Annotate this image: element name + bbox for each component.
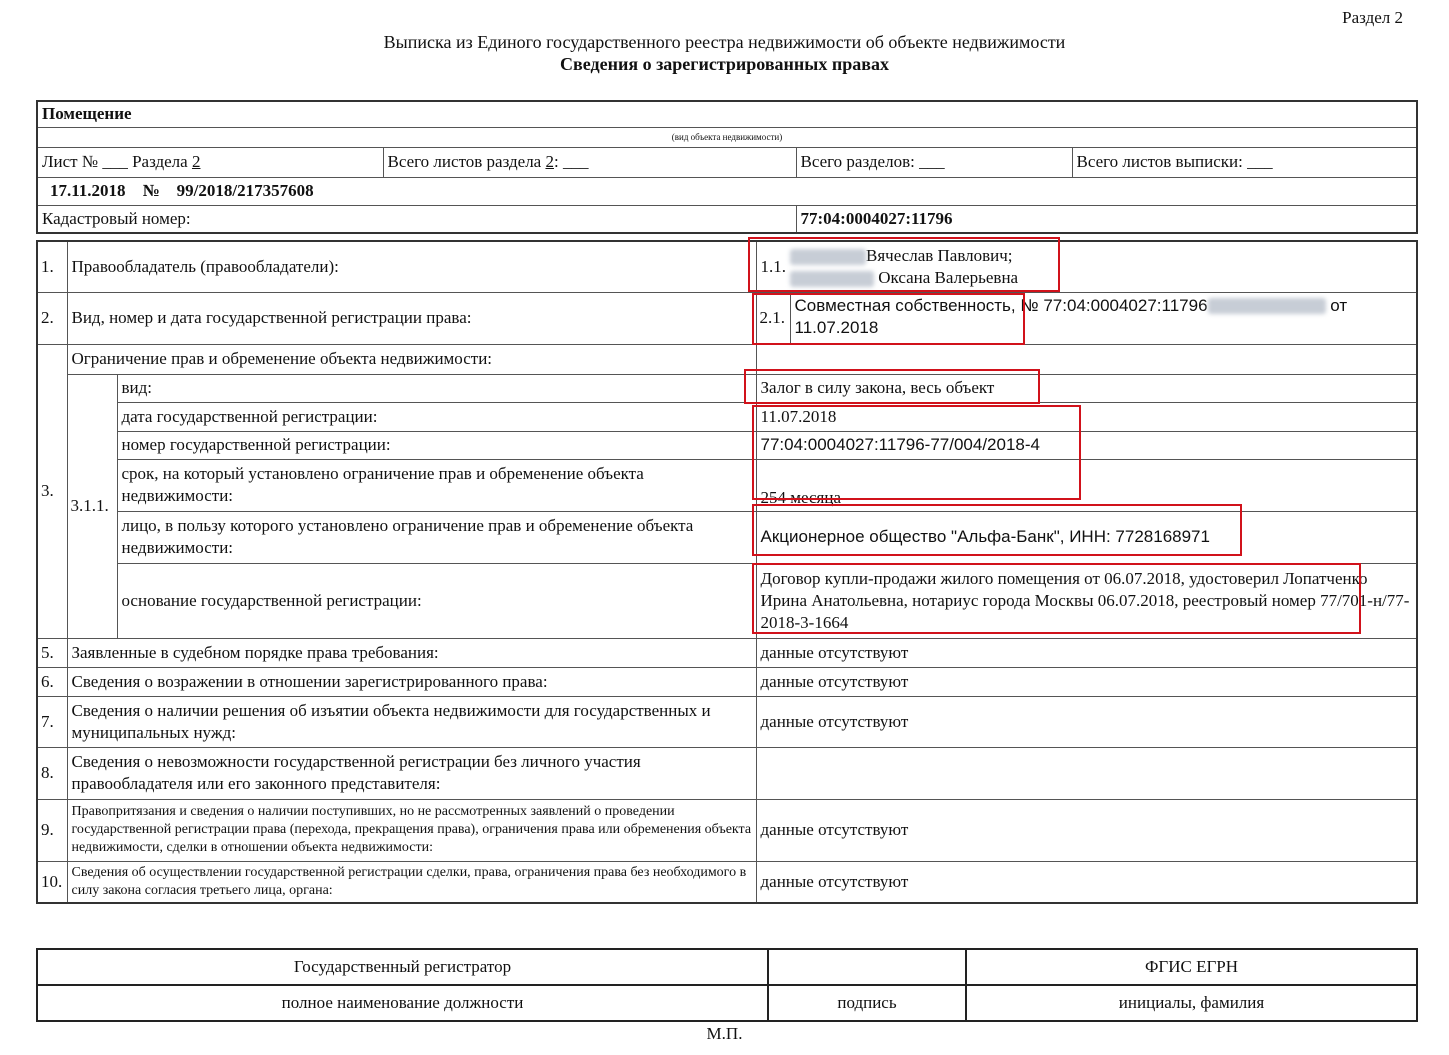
highlight-box-beneficiary xyxy=(752,504,1242,556)
sheet-section-value: 2 xyxy=(191,152,201,171)
table-row: 7. Сведения о наличии решения об изъятии объекта недвижимости для государственных и муниципальных нужд: данные отсутствуют xyxy=(37,696,1417,747)
object-type-caption: (вид объекта недвижимости) xyxy=(37,127,1417,147)
table-row xyxy=(37,374,1417,402)
reg-number-label: номер государственной регистрации: xyxy=(117,431,756,459)
cadastral-value: 77:04:0004027:11796 xyxy=(796,205,1417,233)
cadastral-label: Кадастровый номер: xyxy=(37,205,796,233)
extract-number: 99/2018/217357608 xyxy=(176,181,314,200)
total-sheets-section: Всего листов раздела 2: ___ xyxy=(383,147,796,177)
total-sections: Всего разделов: ___ xyxy=(796,147,1072,177)
stamp-place: М.П. xyxy=(706,1024,743,1043)
document-subtitle: Сведения о зарегистрированных правах xyxy=(560,54,889,74)
highlight-box-kind xyxy=(744,369,1040,404)
table-row: 1. Правообладатель (правообладатели): 1.1. Вячеслав Павлович; Оксана Валерьевна xyxy=(37,241,1417,292)
extract-date: 17.11.2018 xyxy=(50,181,126,200)
extract-date-number: 17.11.2018 № 99/2018/217357608 xyxy=(37,177,1417,205)
encumbrance-label: Ограничение прав и обременение объекта недвижимости: xyxy=(67,344,756,374)
redacted-number xyxy=(1208,298,1326,314)
right-holder-label: Правообладатель (правообладатели): xyxy=(67,241,756,292)
table-row: 6. Сведения о возражении в отношении зарегистрированного права: данные отсутствуют xyxy=(37,667,1417,696)
right-type-value: 2.1. Совместная собственность, № 77:04:0004027:11796 от 11.07.2018 xyxy=(756,292,1417,344)
document-title: Выписка из Единого государственного реестра недвижимости об объекте недвижимости xyxy=(383,32,1066,52)
total-sheets-extract: Всего листов выписки: ___ xyxy=(1072,147,1417,177)
term-value: 254 месяца xyxy=(756,459,1417,511)
right-type-label: Вид, номер и дата государственной регистрации права: xyxy=(67,292,756,344)
signature-table xyxy=(36,948,1418,1022)
table-row xyxy=(37,431,1417,459)
section-label: Раздел 2 xyxy=(1342,8,1403,27)
beneficiary-label: лицо, в пользу которого установлено ограничение прав и обременение объекта недвижимости: xyxy=(117,511,756,563)
table-row: 2. Вид, номер и дата государственной регистрации права: 2.1. Совместная собственность, № 77:04:0004027:11796 от 11.07.2018 xyxy=(37,292,1417,344)
kind-label: вид: xyxy=(117,374,756,402)
sheet-number: Лист № ___ Раздела 2 xyxy=(37,147,383,177)
header-table xyxy=(36,100,1418,234)
reg-date-value: 11.07.2018 xyxy=(756,402,1417,431)
highlight-box-basis xyxy=(752,563,1361,634)
basis-label: основание государственной регистрации: xyxy=(117,563,756,638)
table-row xyxy=(37,402,1417,431)
table-row: 3. Ограничение прав и обременение объекта недвижимости: xyxy=(37,344,1417,374)
table-row: 5. Заявленные в судебном порядке права требования: данные отсутствуют xyxy=(37,638,1417,667)
reg-date-label: дата государственной регистрации: xyxy=(117,402,756,431)
table-row: 8. Сведения о невозможности государственной регистрации без личного участия правообладателя или его законного представителя: xyxy=(37,747,1417,799)
term-label: срок, на который установлено ограничение прав и обременение объекта недвижимости: xyxy=(117,459,756,511)
highlight-box-right xyxy=(752,293,1025,345)
table-row: 10. Сведения об осуществлении государственной регистрации сделки, права, ограничения права без необходимого в силу закона согласия третьего лица, органа: данные отсутствуют xyxy=(37,861,1417,903)
object-type: Помещение xyxy=(37,101,1417,127)
basis-value: Договор купли-продажи жилого помещения от 06.07.2018, удостоверил Лопатченко Ирина Анатольевна, нотариус города Москвы 06.07.2018, реестровый номер 77/701-н/77-2018-3-1664 xyxy=(756,563,1417,638)
reg-number-value: 77:04:0004027:11796-77/004/2018-4 xyxy=(756,431,1417,459)
registry-system: ФГИС ЕГРН xyxy=(966,949,1417,985)
initials-caption: инициалы, фамилия xyxy=(966,985,1417,1021)
beneficiary-value: Акционерное общество "Альфа-Банк", ИНН: 7728168971 xyxy=(756,511,1417,563)
registrar-title: Государственный регистратор xyxy=(37,949,768,985)
highlight-box-holders xyxy=(748,237,1060,292)
table-row: 9. Правопритязания и сведения о наличии поступивших, но не рассмотренных заявлений о проведении государственной регистрации права (перехода, прекращения права), ограничения права или обременения объекта недвижимости, сделки в отношении объекта недвижимости: данные отсутствуют xyxy=(37,799,1417,861)
encumbrance-sub-number: 3.1.1. xyxy=(67,374,117,638)
right-holder-value: 1.1. Вячеслав Павлович; Оксана Валерьевна xyxy=(756,241,1417,292)
position-caption: полное наименование должности xyxy=(37,985,768,1021)
signature-caption: подпись xyxy=(768,985,966,1021)
total-sheets-section-value: 2 xyxy=(545,152,554,171)
kind-value: Залог в силу закона, весь объект xyxy=(756,374,1417,402)
highlight-box-registration xyxy=(752,405,1081,500)
